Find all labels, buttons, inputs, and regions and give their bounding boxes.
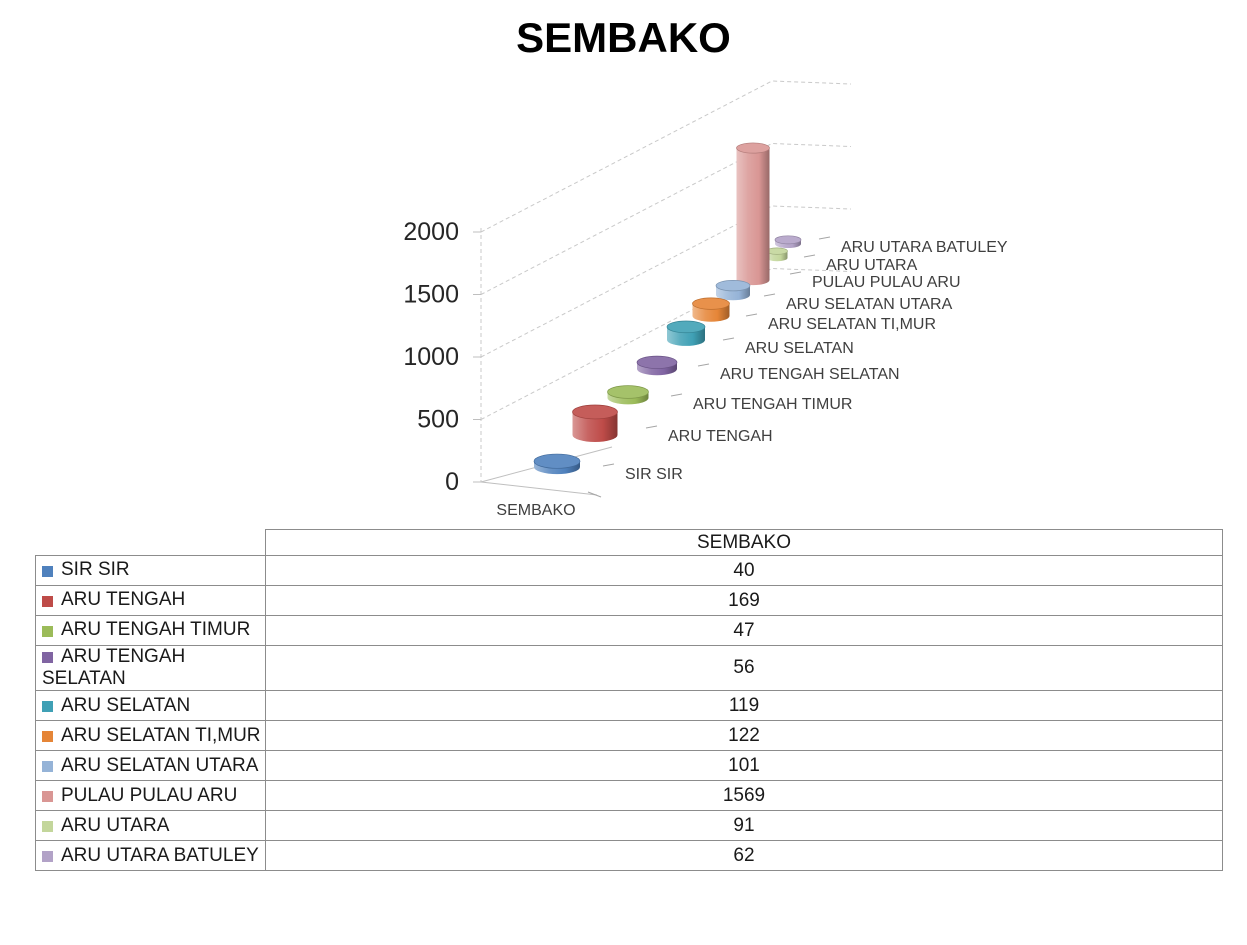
table-row <box>36 721 1223 751</box>
value-gridline <box>481 144 851 295</box>
table-label-cell <box>36 751 266 781</box>
cylinder-aru-tengah-selatan <box>637 356 677 375</box>
table-label-cell <box>36 586 266 616</box>
table-label-text: ARU SELATAN UTARA <box>61 754 259 776</box>
table-label-text: ARU TENGAH <box>61 589 186 611</box>
table-header-blank-cell <box>36 530 266 556</box>
legend-swatch <box>42 761 53 772</box>
value-gridline <box>481 81 851 232</box>
table-header-row <box>36 530 1223 556</box>
table-label-cell <box>36 841 266 871</box>
table-row <box>36 586 1223 616</box>
category-label: ARU TENGAH SELATAN <box>720 366 900 383</box>
cylinder-top <box>573 405 618 419</box>
table-header-series: SEMBAKO <box>266 530 1223 556</box>
value-axis-tick-label: 1500 <box>403 280 459 309</box>
category-label: ARU SELATAN <box>745 340 854 357</box>
cylinder-aru-tengah-timur <box>608 386 649 405</box>
cylinder-top <box>637 356 677 368</box>
category-label: ARU SELATAN TI,MUR <box>768 316 937 333</box>
legend-swatch <box>42 791 53 802</box>
legend-swatch <box>42 701 53 712</box>
legend-swatch <box>42 821 53 832</box>
category-leader-tick <box>790 272 801 274</box>
table-row <box>36 691 1223 721</box>
legend-swatch <box>42 626 53 637</box>
table-value-cell: 122 <box>266 721 1223 751</box>
cylinder-top <box>775 236 801 244</box>
table-value-cell: 101 <box>266 751 1223 781</box>
value-gridline <box>481 206 851 357</box>
cylinder-top <box>534 454 580 468</box>
category-leader-tick <box>646 426 657 428</box>
cylinder-aru-selatan <box>667 321 705 346</box>
cylinder-top <box>737 143 770 153</box>
table-label-text: ARU TENGAH TIMUR <box>61 619 251 641</box>
category-leader-tick <box>746 314 757 316</box>
table-value-cell: 47 <box>266 616 1223 646</box>
table-label-cell <box>36 811 266 841</box>
table-label-text: PULAU PULAU ARU <box>61 784 238 806</box>
table-label-cell <box>36 691 266 721</box>
cylinder-aru-utara-batuley <box>775 236 801 248</box>
table-label-text: ARU TENGAH SELATAN <box>42 646 186 690</box>
category-label: ARU TENGAH <box>668 428 773 445</box>
cylinder-aru-tengah <box>573 405 618 442</box>
table-row <box>36 751 1223 781</box>
cylinder-body <box>737 148 770 285</box>
category-label: ARU SELATAN UTARA <box>786 296 953 313</box>
cylinder-top <box>608 386 649 399</box>
legend-swatch <box>42 652 53 663</box>
cylinder-aru-selatan-utara <box>716 280 750 300</box>
legend-swatch <box>42 566 53 577</box>
table-row <box>36 781 1223 811</box>
table-value-cell: 91 <box>266 811 1223 841</box>
legend-swatch <box>42 851 53 862</box>
category-label: SIR SIR <box>625 466 683 483</box>
category-leader-tick <box>804 255 815 257</box>
value-axis-tick-label: 500 <box>417 405 459 434</box>
table-label-cell <box>36 721 266 751</box>
category-leader-tick <box>819 237 830 239</box>
table-label-text: ARU SELATAN <box>61 694 191 716</box>
table-label-text: ARU UTARA BATULEY <box>61 844 259 866</box>
table-value-cell: 40 <box>266 556 1223 586</box>
table-value-cell: 56 <box>266 646 1223 691</box>
table-label-cell <box>36 781 266 811</box>
table-row <box>36 616 1223 646</box>
category-label: PULAU PULAU ARU <box>812 274 961 291</box>
category-label: ARU UTARA BATULEY <box>841 239 1008 256</box>
table-row <box>36 646 1223 691</box>
legend-swatch <box>42 596 53 607</box>
table-label-cell <box>36 556 266 586</box>
category-leader-tick <box>764 294 775 296</box>
table-label-text: ARU UTARA <box>61 814 170 836</box>
cylinder-pulau-pulau-aru <box>737 143 770 285</box>
category-leader-tick <box>671 394 682 396</box>
category-label: ARU TENGAH TIMUR <box>693 396 853 413</box>
category-label: ARU UTARA <box>826 257 918 274</box>
cylinder-top <box>667 321 705 333</box>
value-axis-tick-label: 1000 <box>403 343 459 371</box>
table-label-text: SIR SIR <box>61 559 130 581</box>
value-axis-tick-label: 0 <box>445 468 459 496</box>
chart-title: SEMBAKO <box>516 14 731 61</box>
category-leader-tick <box>723 338 734 340</box>
table-value-cell: 1569 <box>266 781 1223 811</box>
cylinder-top <box>693 298 730 309</box>
table-label-text: ARU SELATAN TI,MUR <box>61 724 261 746</box>
floor-front-edge <box>481 482 597 495</box>
value-axis-tick-label: 2000 <box>403 218 459 246</box>
table-value-cell: 119 <box>266 691 1223 721</box>
cylinder-sir-sir <box>534 454 580 474</box>
data-table <box>35 529 1223 871</box>
table-row <box>36 556 1223 586</box>
table-value-cell: 62 <box>266 841 1223 871</box>
category-leader-tick <box>603 464 614 466</box>
cylinder-aru-selatan-ti-mur <box>693 298 730 322</box>
legend-swatch <box>42 731 53 742</box>
series-axis-label: SEMBAKO <box>496 502 576 519</box>
category-leader-tick <box>698 364 709 366</box>
cylinder-top <box>767 248 788 255</box>
table-row <box>36 811 1223 841</box>
table-value-cell: 169 <box>266 586 1223 616</box>
cylinder-aru-utara <box>767 248 788 261</box>
table-label-cell <box>36 646 266 691</box>
table-label-cell <box>36 616 266 646</box>
cylinder-top <box>716 280 750 291</box>
table-row <box>36 841 1223 871</box>
